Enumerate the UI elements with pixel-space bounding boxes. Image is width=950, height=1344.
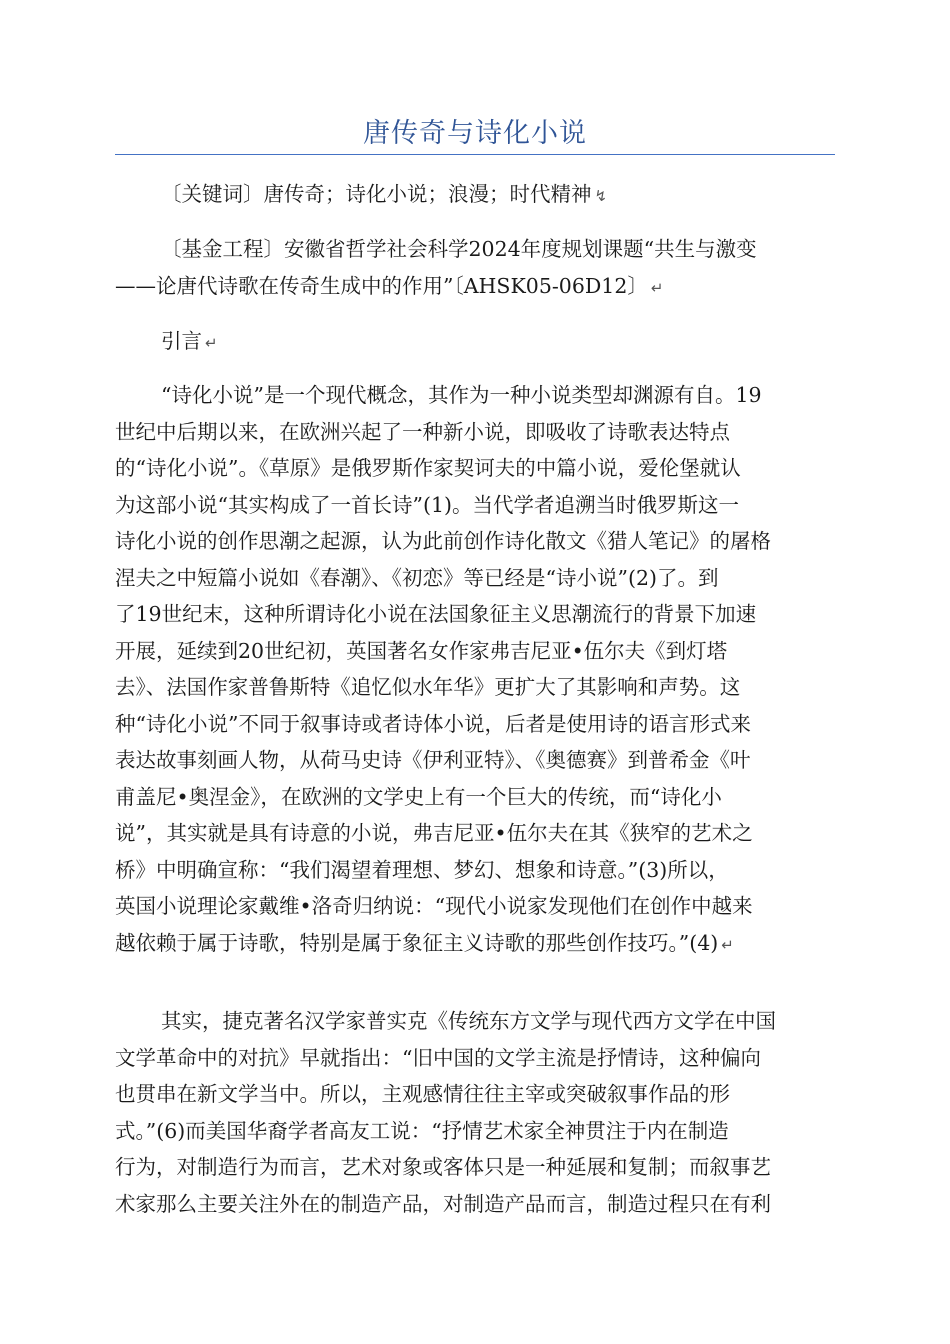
paragraph-line: 行为，对制造行为而言，艺术对象或客体只是一种延展和复制；而叙事艺 (115, 1155, 771, 1179)
paragraph-line: 文学革命中的对抗》早就指出：“旧中国的文学主流是抒情诗，这种偏向 (115, 1045, 761, 1070)
paragraph-line: 也贯串在新文学当中。所以，主观感情往往主宰或突破叙事作品的形 (115, 1082, 730, 1106)
paragraph-line: 其实，捷克著名汉学家普实克《传统东方文学与现代西方文学在中国 (161, 1009, 776, 1033)
fund-paragraph (115, 231, 835, 306)
paragraph-line: 的“诗化小说”。《草原》是俄罗斯作家契诃夫的中篇小说，爱伦堡就认 (115, 456, 741, 480)
paragraph-line: “诗化小说”是一个现代概念，其作为一种小说类型却渊源有自。19 (161, 383, 762, 407)
paragraph-mark-icon: ↵ (721, 935, 734, 954)
intro-label: 引言 (161, 329, 202, 353)
paragraph-line: 了19世纪末，这种所谓诗化小说在法国象征主义思潮流行的背景下加速 (115, 602, 757, 626)
fund-line-2 (115, 268, 835, 307)
keywords-paragraph (115, 176, 835, 215)
keywords-text: 〔关键词〕唐传奇；诗化小说；浪漫；时代精神 (161, 182, 592, 206)
paragraph-line: 表达故事刻画人物，从荷马史诗《伊利亚特》、《奥德赛》到普希金《叶 (115, 748, 751, 772)
paragraph-line: 越依赖于属于诗歌，特别是属于象征主义诗歌的那些创作技巧。”(4) (115, 930, 719, 955)
paragraph-line: 术家那么主要关注外在的制造产品，对制造产品而言，制造过程只在有利 (115, 1191, 771, 1216)
fund-line-1: 〔基金工程〕安徽省哲学社会科学2024年度规划课题“共生与激变 (161, 237, 757, 261)
paragraph-line: 说”，其实就是具有诗意的小说，弗吉尼亚•伍尔夫在其《狭窄的艺术之 (115, 821, 753, 845)
paragraph-line: 桥》中明确宣称：“我们渴望着理想、梦幻、想象和诗意。”(3)所以， (115, 857, 729, 882)
paragraph-line: 涅夫之中短篇小说如《春潮》、《初恋》等已经是“诗小说”(2)了。到 (115, 565, 719, 590)
title-underline (115, 154, 835, 155)
paragraph-mark-icon: ↵ (650, 278, 664, 297)
paragraph-line: 种“诗化小说”不同于叙事诗或者诗体小说，后者是使用诗的语言形式来 (115, 711, 751, 736)
fund-line-2-text: ——论唐代诗歌在传奇生成中的作用”〔AHSK05-06D12〕 (115, 273, 648, 298)
paragraph-line: 世纪中后期以来，在欧洲兴起了一种新小说，即吸收了诗歌表达特点 (115, 419, 730, 444)
paragraph-line: 为这部小说“其实构成了一首长诗”(1)。当代学者追溯当时俄罗斯这一 (115, 492, 739, 517)
paragraph-line: 诗化小说的创作思潮之起源，认为此前创作诗化散文《猎人笔记》的屠格 (115, 529, 771, 553)
paragraph-1 (115, 377, 835, 963)
paragraph-line: 去》、法国作家普鲁斯特《追忆似水年华》更扩大了其影响和声势。这 (115, 675, 741, 699)
paragraph-line: 甫盖尼•奥涅金》，在欧洲的文学史上有一个巨大的传统，而“诗化小 (115, 784, 722, 809)
paragraph-mark-icon: ↵ (205, 334, 218, 352)
paragraph-line-last (115, 925, 835, 964)
paragraph-line: 英国小说理论家戴维•洛奇归纳说：“现代小说家发现他们在创作中越来 (115, 894, 753, 918)
paragraph-line: 开展，延续到20世纪初，英国著名女作家弗吉尼亚•伍尔夫《到灯塔 (115, 638, 728, 663)
paragraph-line: 式。”(6)而美国华裔学者高友工说：“抒情艺术家全神贯注于内在制造 (115, 1118, 729, 1143)
paragraph-mark-icon: ↯ (594, 187, 608, 205)
intro-heading (115, 323, 835, 362)
paragraph-2 (115, 1003, 835, 1222)
document-title: 唐传奇与诗化小说 (363, 118, 587, 149)
